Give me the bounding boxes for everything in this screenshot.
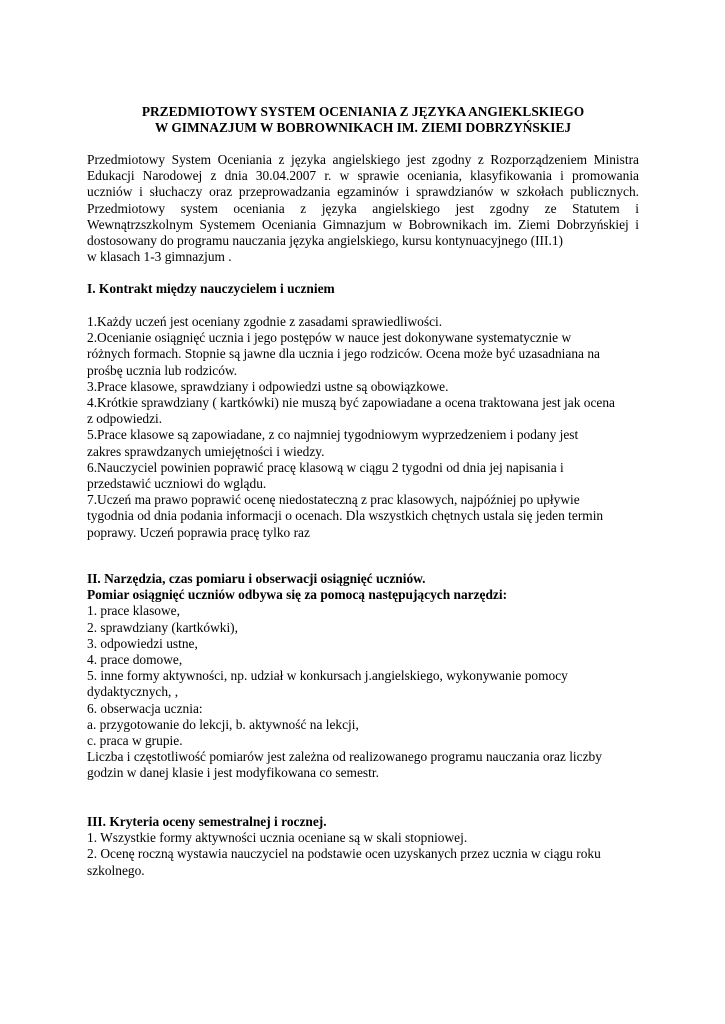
section-1-line: poprawy. Uczeń poprawia pracę tylko raz — [87, 524, 310, 540]
intro-paragraph — [87, 152, 639, 265]
section-1-line: 5.Prace klasowe są zapowiadane, z co najmniej tygodniowym wyprzedzeniem i podany jest — [87, 427, 579, 443]
section-1-line: 6.Nauczyciel powinien poprawić pracę klasową w ciągu 2 tygodni od dnia jej napisania i — [87, 459, 564, 475]
section-2-line: 2. sprawdziany (kartkówki), — [87, 619, 238, 635]
section-2-line: 6. obserwacja ucznia: — [87, 700, 203, 716]
section-1-line: z odpowiedzi. — [87, 411, 163, 427]
section-1-line: różnych formach. Stopnie są jawne dla ucznia i jego rodziców. Ocena może być uzasadniana na — [87, 346, 600, 362]
section-1-line: 2.Ocenianie osiągnięć ucznia i jego postępów w nauce jest dokonywane systematycznie w — [87, 330, 572, 346]
section-1-body — [87, 314, 639, 541]
section-3-line: szkolnego. — [87, 862, 145, 878]
section-2 — [87, 571, 639, 782]
intro-line: uczniów i słuchaczy oraz przeprowadzania egzaminów i sprawdzianów w szkołach publicznych. — [87, 184, 639, 200]
section-2-line: 1. prace klasowe, — [87, 603, 180, 619]
section-2-line: dydaktycznych, , — [87, 684, 179, 700]
intro-line: Edukacji Narodowej z dnia 30.04.2007 r. w sprawie oceniania, klasyfikowania i promowania — [87, 168, 639, 184]
intro-line: Przedmiotowy system oceniania z języka angielskiego jest zgodny ze Statutem i — [87, 200, 639, 216]
section-2-subheading: Pomiar osiągnięć uczniów odbywa się za pomocą następujących narzędzi: — [87, 587, 508, 603]
section-1-line: przedstawić uczniowi do wglądu. — [87, 476, 267, 492]
section-1-line: 1.Każdy uczeń jest oceniany zgodnie z zasadami sprawiedliwości. — [87, 314, 443, 329]
title-line-2: W GIMNAZJUM W BOBROWNIKACH IM. ZIEMI DOBRZYŃSKIEJ — [154, 120, 572, 136]
section-2-line: 5. inne formy aktywności, np. udział w konkursach j.angielskiego, wykonywanie pomocy — [87, 668, 568, 684]
section-1-line: zakres sprawdzanych umiejętności i wiedzy. — [87, 443, 325, 459]
section-1-line: prośbę ucznia lub rodziców. — [87, 362, 238, 378]
document-title — [87, 104, 639, 136]
intro-line: Przedmiotowy System Oceniania z języka angielskiego jest zgodny z Rozporządzeniem Ministra — [87, 152, 639, 167]
section-3 — [87, 814, 639, 879]
intro-line: Wewnątrzszkolnym Systemem Oceniania Gimnazjum w Bobrownikach im. Ziemi Dobrzyńskiej i — [87, 216, 639, 232]
section-3-heading: III. Kryteria oceny semestralnej i rocznej. — [87, 814, 327, 829]
section-3-line: 2. Ocenę roczną wystawia nauczyciel na podstawie ocen uzyskanych przez ucznia w ciągu roku — [87, 846, 601, 862]
intro-line: w klasach 1-3 gimnazjum . — [87, 249, 232, 265]
section-2-line: Liczba i częstotliwość pomiarów jest zależna od realizowanego programu nauczania oraz liczby — [87, 749, 602, 765]
section-2-line: godzin w danej klasie i jest modyfikowana co semestr. — [87, 765, 379, 781]
section-3-line: 1. Wszystkie formy aktywności ucznia oceniane są w skali stopniowej. — [87, 830, 468, 846]
section-2-line: 4. prace domowe, — [87, 652, 183, 668]
section-2-line: a. przygotowanie do lekcji, b. aktywność na lekcji, — [87, 716, 359, 732]
section-1-line: tygodnia od dnia podania informacji o ocenach. Dla wszystkich chętnych ustala się jeden termin — [87, 508, 604, 524]
section-1-line: 7.Uczeń ma prawo poprawić ocenę niedostateczną z prac klasowych, najpóźniej po upływie — [87, 492, 580, 508]
section-1-line: 4.Krótkie sprawdziany ( kartkówki) nie muszą być zapowiadane a ocena traktowana jest jak ocena — [87, 395, 615, 411]
section-1-heading: I. Kontrakt między nauczycielem i uczniem — [87, 281, 335, 296]
section-2-heading: II. Narzędzia, czas pomiaru i obserwacji osiągnięć uczniów. — [87, 571, 426, 586]
section-2-line: 3. odpowiedzi ustne, — [87, 635, 198, 651]
section-2-line: c. praca w grupie. — [87, 733, 183, 749]
intro-line: dostosowany do programu nauczania języka angielskiego, kursu kontynuacyjnego (III.1) — [87, 233, 563, 249]
section-1-line: 3.Prace klasowe, sprawdziany i odpowiedzi ustne są obowiązkowe. — [87, 378, 449, 394]
title-line-1: PRZEDMIOTOWY SYSTEM OCENIANIA Z JĘZYKA ANGIEKLSKIEGO — [141, 104, 585, 119]
